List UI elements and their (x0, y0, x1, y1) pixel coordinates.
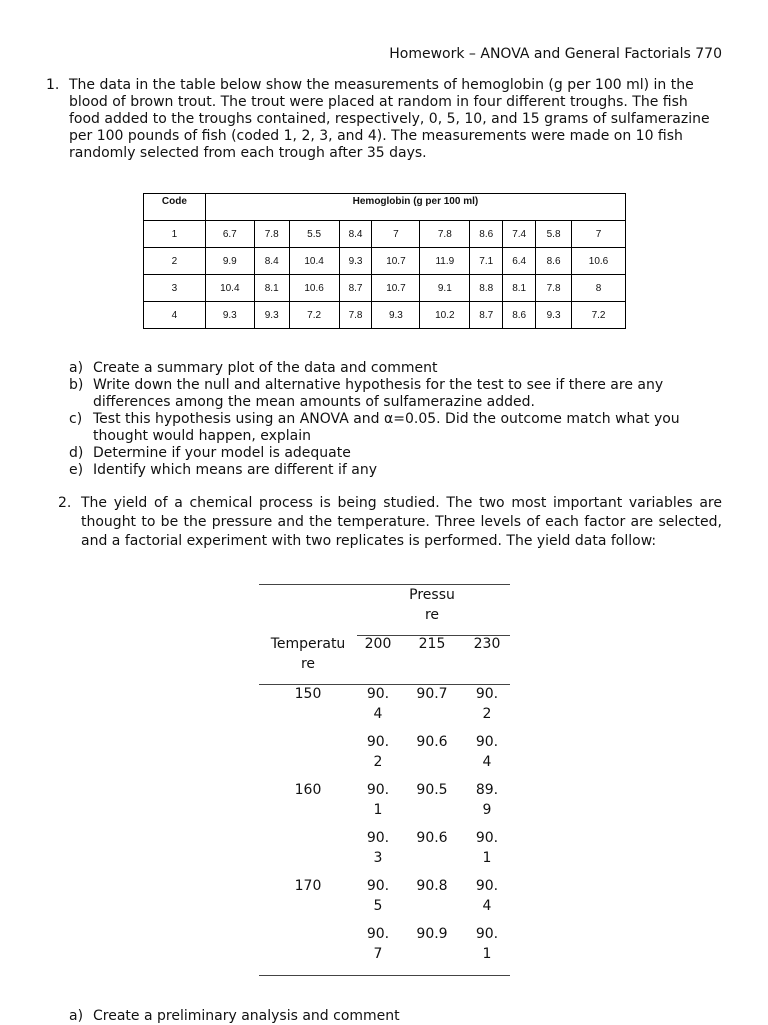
hemoglobin-value: 9.1 (420, 275, 470, 302)
sub-question (69, 360, 709, 377)
yield-value: 90. 5 (366, 878, 390, 914)
hemoglobin-value: 8.4 (254, 248, 289, 275)
sub-question-label: d) (69, 445, 84, 461)
hemoglobin-value: 10.6 (572, 248, 626, 275)
hemoglobin-value: 8.6 (470, 221, 503, 248)
hemoglobin-value: 9.3 (339, 248, 372, 275)
code-cell: 2 (144, 248, 206, 275)
yield-value: 90.5 (416, 782, 448, 798)
hemoglobin-value: 10.4 (289, 248, 339, 275)
yield-value: 90. 4 (475, 878, 499, 914)
sub-question (69, 377, 709, 411)
hemoglobin-value: 10.6 (289, 275, 339, 302)
yield-table (259, 583, 510, 977)
hemoglobin-value: 9.3 (536, 302, 572, 329)
sub-question (69, 1008, 709, 1025)
pressure-215: 215 (418, 636, 446, 652)
yield-value: 90. 2 (366, 734, 390, 770)
hemoglobin-value: 7.8 (339, 302, 372, 329)
hemoglobin-value: 8.7 (339, 275, 372, 302)
yield-value: 90.9 (416, 926, 448, 942)
hemoglobin-value: 8.6 (503, 302, 536, 329)
hemoglobin-value: 10.2 (420, 302, 470, 329)
sub-question-text: Create a summary plot of the data and comment (93, 360, 438, 376)
yield-value: 90. 4 (475, 734, 499, 770)
hemoglobin-value: 8.6 (536, 248, 572, 275)
question-1-parts (69, 360, 709, 479)
code-header: Code (144, 194, 206, 221)
table-row (144, 248, 626, 275)
question-2 (58, 494, 722, 551)
yield-value: 90.8 (416, 878, 448, 894)
hemoglobin-value: 9.3 (205, 302, 254, 329)
sub-question-text: Create a preliminary analysis and comment (93, 1008, 400, 1024)
hemoglobin-value: 7 (572, 221, 626, 248)
table-row (144, 221, 626, 248)
table-top-rule (259, 584, 510, 585)
hemoglobin-value: 6.7 (205, 221, 254, 248)
sub-question-text: Determine if your model is adequate (93, 445, 351, 461)
table-row (144, 302, 626, 329)
hemoglobin-value: 10.4 (205, 275, 254, 302)
hemoglobin-value: 6.4 (503, 248, 536, 275)
hemoglobin-value: 7.1 (470, 248, 503, 275)
yield-value: 90. 1 (366, 782, 390, 818)
yield-value: 90. 3 (366, 830, 390, 866)
temperature-level: 160 (294, 782, 322, 798)
sub-question (69, 445, 709, 462)
hemoglobin-value: 7.8 (254, 221, 289, 248)
hemoglobin-value: 7.2 (289, 302, 339, 329)
question-text: The data in the table below show the measurements of hemoglobin (g per 100 ml) in the blood of brown trout. The trout were placed at random in four different troughs. The fish food added to the troughs contained, respectively, 0, 5, 10, and 15 grams of sulfamerazine per 100 pounds of fish (coded 1, 2, 3, and 4). The measurements were made on 10 fish randomly selected from each trough after 35 days. (69, 77, 710, 161)
question-number: 2. (58, 495, 72, 511)
yield-value: 90. 4 (366, 686, 390, 722)
yield-value: 90. 7 (366, 926, 390, 962)
page-header: Homework – ANOVA and General Factorials 770 (389, 46, 722, 62)
yield-value: 90. 2 (475, 686, 499, 722)
yield-value: 89. 9 (475, 782, 499, 818)
code-cell: 4 (144, 302, 206, 329)
sub-question-text: Write down the null and alternative hypothesis for the test to see if there are any differences among the mean amounts of sulfamerazine added. (93, 377, 664, 410)
pressure-header: Pressu re (409, 587, 455, 623)
hemoglobin-value: 7 (372, 221, 420, 248)
hemoglobin-value: 7.2 (572, 302, 626, 329)
yield-value: 90. 1 (475, 926, 499, 962)
table-bottom-rule (259, 975, 510, 976)
hemoglobin-value: 9.3 (372, 302, 420, 329)
hemoglobin-value: 8.1 (254, 275, 289, 302)
temperature-header: Temperatu re (270, 636, 346, 672)
yield-value: 90.6 (416, 734, 448, 750)
hemoglobin-value: 5.8 (536, 221, 572, 248)
hemoglobin-value: 7.8 (536, 275, 572, 302)
sub-question-label: c) (69, 411, 83, 427)
hemoglobin-value: 7.4 (503, 221, 536, 248)
hemoglobin-header: Hemoglobin (g per 100 ml) (205, 194, 625, 221)
sub-question (69, 462, 709, 479)
hemoglobin-value: 11.9 (420, 248, 470, 275)
temperature-level: 150 (294, 686, 322, 702)
hemoglobin-value: 10.7 (372, 248, 420, 275)
sub-question-label: b) (69, 377, 84, 393)
hemoglobin-value: 8.4 (339, 221, 372, 248)
hemoglobin-value: 8 (572, 275, 626, 302)
hemoglobin-value: 9.9 (205, 248, 254, 275)
hemoglobin-value: 10.7 (372, 275, 420, 302)
temperature-level: 170 (294, 878, 322, 894)
sub-question (69, 411, 709, 445)
sub-question-label: a) (69, 1008, 84, 1024)
question-1 (46, 77, 722, 162)
hemoglobin-value: 8.8 (470, 275, 503, 302)
pressure-200: 200 (364, 636, 392, 652)
yield-value: 90. 1 (475, 830, 499, 866)
question-number: 1. (46, 77, 60, 93)
table-row (144, 275, 626, 302)
sub-question-label: e) (69, 462, 84, 478)
pressure-230: 230 (473, 636, 501, 652)
hemoglobin-value: 8.7 (470, 302, 503, 329)
question-text: The yield of a chemical process is being studied. The two most important variables are thought to be the pressure and the temperature. Three levels of each factor are selected, and a factorial experiment with two replicates is performed. The yield data follow: (81, 495, 722, 549)
yield-value: 90.7 (416, 686, 448, 702)
question-2-parts (69, 1008, 709, 1025)
hemoglobin-value: 9.3 (254, 302, 289, 329)
code-cell: 1 (144, 221, 206, 248)
hemoglobin-value: 7.8 (420, 221, 470, 248)
yield-value: 90.6 (416, 830, 448, 846)
code-cell: 3 (144, 275, 206, 302)
sub-question-label: a) (69, 360, 84, 376)
sub-question-text: Identify which means are different if any (93, 462, 377, 478)
hemoglobin-value: 8.1 (503, 275, 536, 302)
hemoglobin-table (143, 193, 626, 329)
sub-question-text: Test this hypothesis using an ANOVA and α=0.05. Did the outcome match what you thought would happen, explain (93, 411, 680, 444)
hemoglobin-value: 5.5 (289, 221, 339, 248)
